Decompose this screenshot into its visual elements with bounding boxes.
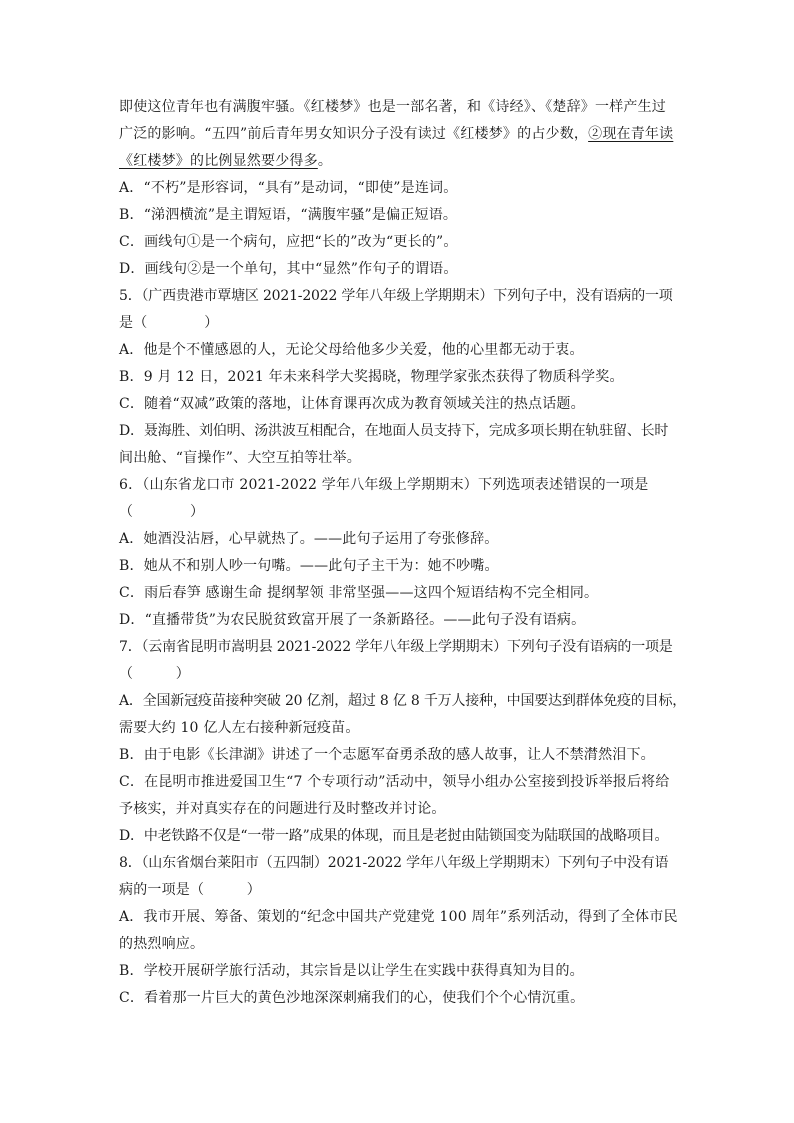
q7-stem: 7．（云南省昆明市嵩明县 2021-2022 学年八年级上学期期末）下列句子没有语病的一项是 (119, 639, 673, 655)
passage-line: 即使这位青年也有满腹牢骚。《红楼梦》也是一部名著，和《诗经》、《楚辞》一样产生过 (119, 99, 666, 115)
q8-stem: 8．（山东省烟台莱阳市（五四制）2021-2022 学年八年级上学期期末）下列句子中没有语 (119, 855, 669, 871)
q5-option-b: B．9 月 12 日，2021 年未来科学大奖揭晓，物理学家张杰获得了物质科学奖。 (119, 369, 624, 385)
q5-option-c: C．随着“双减”政策的落地，让体育课再次成为教育领域关注的热点话题。 (119, 396, 585, 412)
passage-line (119, 121, 679, 148)
q8-option-a: A．我市开展、筹备、策划的“纪念中国共产党建党 100 周年”系列活动，得到了全体市民 (119, 909, 678, 925)
q6-option-c: C．雨后春笋 感谢生命 提纲挈领 非常坚强——这四个短语结构不完全相同。 (119, 585, 599, 601)
q6-option-a: A．她酒没沾唇，心早就热了。——此句子运用了夸张修辞。 (119, 531, 499, 547)
page-content (119, 94, 687, 1012)
q6-stem: 6．（山东省龙口市 2021-2022 学年八年级上学期期末）下列选项表述错误的一项是 (119, 477, 649, 493)
q5-option-d: D．聂海胜、刘伯明、汤洪波互相配合，在地面人员支持下，完成多项长期在轨驻留、长时 (119, 423, 669, 439)
q7-option-d: D．中老铁路不仅是“一带一路”成果的体现，而且是老挝由陆锁国变为陆联国的战略项目。 (119, 828, 669, 844)
underlined-sentence-2: ②现在青年读 (588, 126, 674, 142)
q7-option-c-cont: 予核实，并对真实存在的问题进行及时整改并讨论。 (119, 801, 446, 817)
q4-option-a: A．“不朽”是形容词，“具有”是动词，“即使”是连词。 (119, 180, 458, 196)
q7-option-a-cont: 需要大约 10 亿人左右接种新冠疫苗。 (119, 720, 360, 736)
q6-option-d: D．“直播带货”为农民脱贫致富开展了一条新路径。——此句子没有语病。 (119, 612, 586, 628)
q8-option-c: C．看着那一片巨大的黄色沙地深深刺痛我们的心，使我们个个心情沉重。 (119, 990, 585, 1006)
q4-option-b: B．“涕泗横流”是主谓短语，“满腹牢骚”是偏正短语。 (119, 207, 458, 223)
q7-option-c: C．在昆明市推进爱国卫生“7 个专项行动”活动中，领导小组办公室接到投诉举报后将给 (119, 774, 670, 790)
q7-option-b: B．由于电影《长津湖》讲述了一个志愿军奋勇杀敌的感人故事，让人不禁潸然泪下。 (119, 747, 655, 763)
passage-line (119, 148, 679, 175)
q8-option-b: B．学校开展研学旅行活动，其宗旨是以让学生在实践中获得真知为目的。 (119, 963, 584, 979)
underlined-sentence-2-cont: 《红楼梦》的比例显然要少得多 (119, 153, 318, 169)
q6-stem-cont: （ ） (119, 504, 205, 520)
q6-option-b: B．她从不和别人吵一句嘴。——此句子主干为：她不吵嘴。 (119, 558, 499, 574)
q5-stem-cont: 是（ ） (119, 315, 219, 331)
passage-text: 广泛的影响。“五四”前后青年男女知识分子没有读过《红楼梦》的占少数， (119, 126, 589, 142)
q4-option-c: C．画线句①是一个病句，应把“长的”改为“更长的”。 (119, 234, 458, 250)
q5-stem: 5．（广西贵港市覃塘区 2021-2022 学年八年级上学期期末）下列句子中，没有语病的一项 (119, 288, 673, 304)
q8-option-a-cont: 的热烈响应。 (119, 936, 205, 952)
passage-text: 。 (317, 153, 333, 169)
q8-stem-cont: 病的一项是（ ） (119, 882, 261, 898)
q4-option-d: D．画线句②是一个单句，其中“显然”作句子的谓语。 (119, 261, 458, 277)
q5-option-d-cont: 间出舱、“盲操作”、大空互拍等壮举。 (119, 450, 361, 466)
q5-option-a: A．他是个不懂感恩的人，无论父母给他多少关爱，他的心里都无动于衷。 (119, 342, 584, 358)
q7-option-a: A．全国新冠疫苗接种突破 20 亿剂，超过 8 亿 8 千万人接种，中国要达到群体免疫的目标， (119, 693, 687, 709)
q7-stem-cont: （ ） (119, 666, 190, 682)
